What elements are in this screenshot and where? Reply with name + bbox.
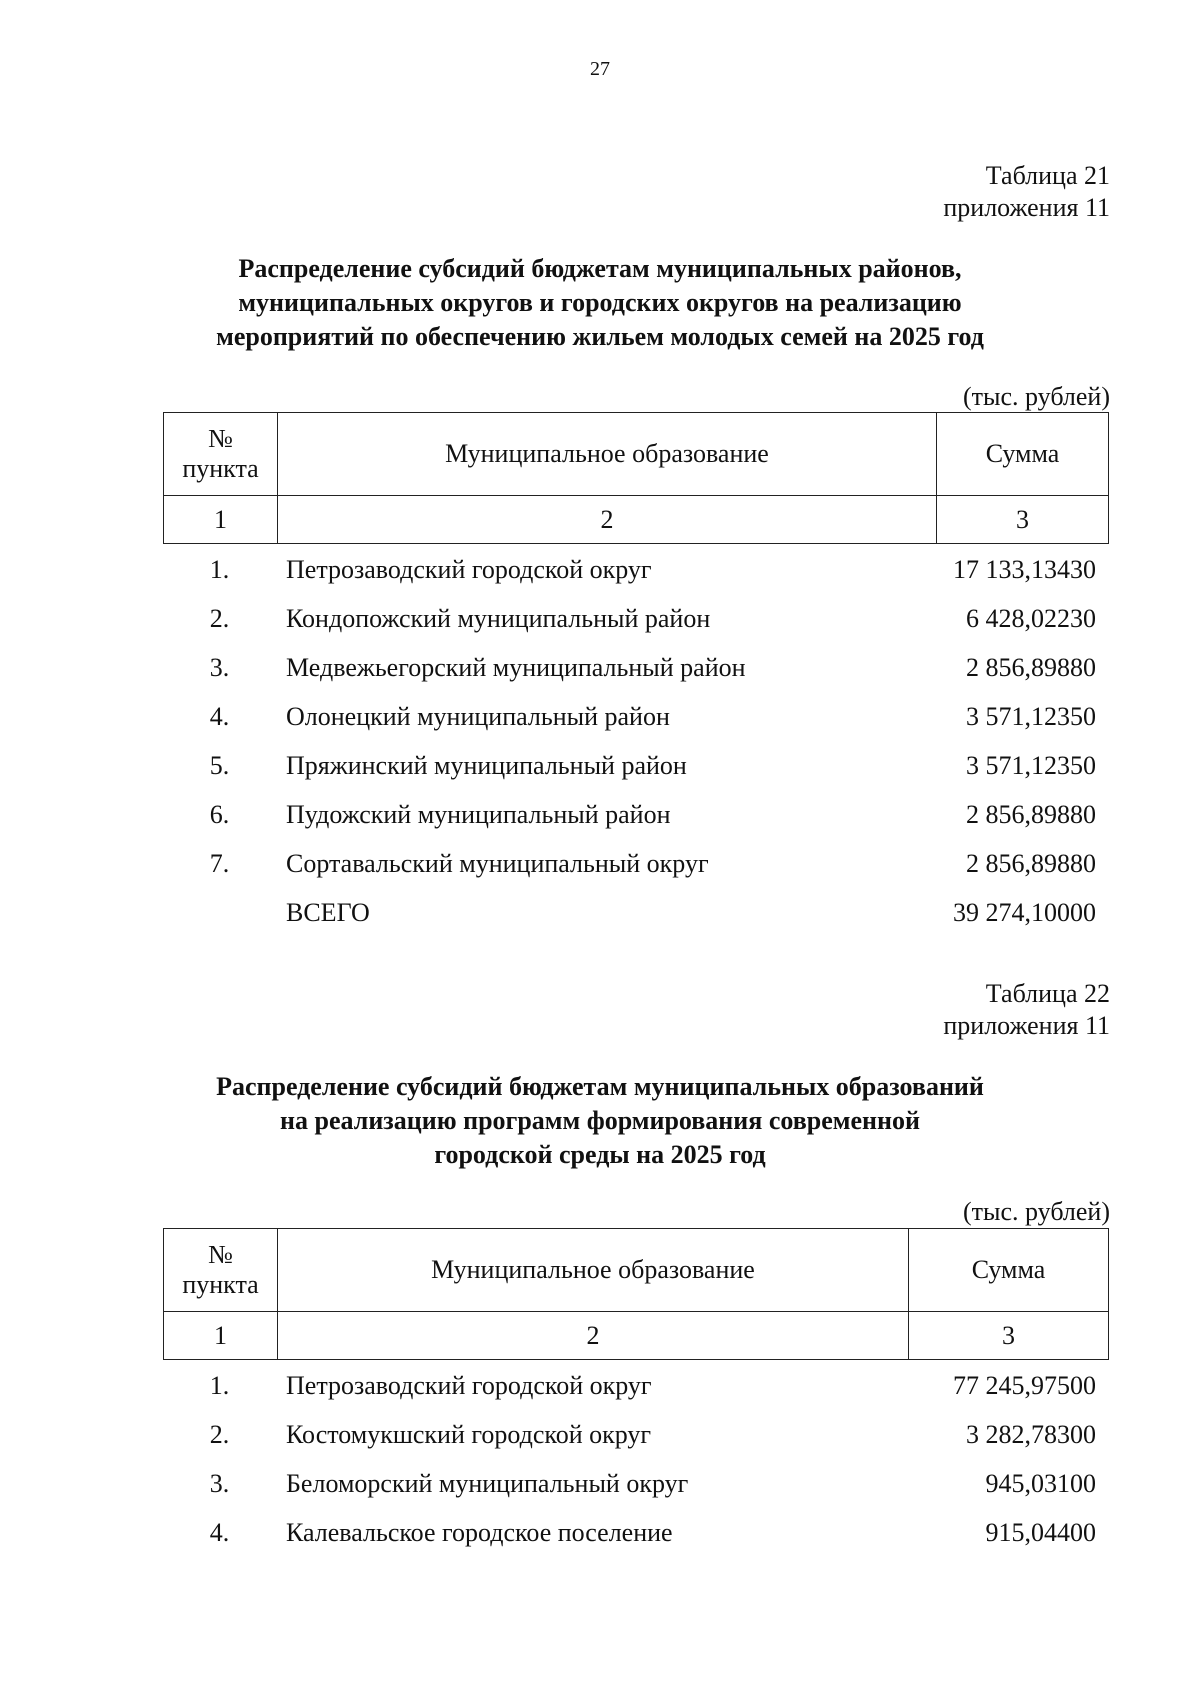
row-sum: 2 856,89880 bbox=[966, 848, 1096, 878]
table21-title-line2: муниципальных округов и городских округов на реализацию bbox=[238, 288, 962, 317]
table21-reference-line2: приложения 11 bbox=[943, 193, 1110, 222]
table-row bbox=[163, 741, 1105, 790]
table21-title bbox=[150, 252, 1050, 354]
row-sum: 3 571,12350 bbox=[966, 750, 1096, 780]
row-sum: 915,04400 bbox=[985, 1517, 1096, 1547]
column-index-2: 2 bbox=[278, 496, 937, 544]
row-entity: Кондопожский муниципальный район bbox=[286, 603, 711, 633]
total-label: ВСЕГО bbox=[286, 897, 370, 927]
row-entity: Беломорский муниципальный округ bbox=[286, 1468, 689, 1498]
column-number-header-line2: пункта bbox=[182, 1270, 259, 1299]
row-entity: Олонецкий муниципальный район bbox=[286, 701, 670, 731]
table-row bbox=[163, 1508, 1105, 1557]
table-row bbox=[163, 1410, 1105, 1459]
table-row bbox=[163, 839, 1105, 888]
page-number: 27 bbox=[590, 58, 610, 80]
table21-reference bbox=[943, 160, 1110, 224]
row-number: 1. bbox=[209, 1370, 230, 1400]
row-entity: Калевальское городское поселение bbox=[286, 1517, 673, 1547]
table22-body bbox=[163, 1361, 1105, 1557]
table22-reference bbox=[943, 978, 1110, 1042]
column-entity-header: Муниципальное образование bbox=[278, 413, 937, 496]
table-row bbox=[163, 1459, 1105, 1508]
table21-title-line3: мероприятий по обеспечению жильем молодых семей на 2025 год bbox=[216, 322, 984, 351]
table-row bbox=[163, 594, 1105, 643]
row-sum: 6 428,02230 bbox=[966, 603, 1096, 633]
row-number: 4. bbox=[209, 701, 230, 731]
row-sum: 3 571,12350 bbox=[966, 701, 1096, 731]
row-number: 6. bbox=[209, 799, 230, 829]
row-entity: Сортавальский муниципальный округ bbox=[286, 848, 709, 878]
row-entity: Пудожский муниципальный район bbox=[286, 799, 671, 829]
row-sum: 945,03100 bbox=[985, 1468, 1096, 1498]
row-sum: 77 245,97500 bbox=[953, 1370, 1096, 1400]
table-row bbox=[163, 1361, 1105, 1410]
row-sum: 3 282,78300 bbox=[966, 1419, 1096, 1449]
table22-header bbox=[163, 1228, 1109, 1360]
row-number: 2. bbox=[209, 603, 230, 633]
column-index-1: 1 bbox=[164, 496, 278, 544]
table22-reference-line2: приложения 11 bbox=[943, 1011, 1110, 1040]
table21-reference-line1: Таблица 21 bbox=[985, 161, 1110, 190]
column-sum-header: Сумма bbox=[937, 413, 1109, 496]
table-row bbox=[163, 545, 1105, 594]
table22-title-line1: Распределение субсидий бюджетам муниципальных образований bbox=[216, 1072, 984, 1101]
column-entity-header: Муниципальное образование bbox=[278, 1229, 909, 1312]
row-number: 7. bbox=[209, 848, 230, 878]
column-number-header-line1: № bbox=[208, 1240, 233, 1269]
row-entity: Петрозаводский городской округ bbox=[286, 1370, 652, 1400]
row-entity: Костомукшский городской округ bbox=[286, 1419, 652, 1449]
column-index-1: 1 bbox=[164, 1312, 278, 1360]
row-sum: 2 856,89880 bbox=[966, 652, 1096, 682]
column-sum-header: Сумма bbox=[909, 1229, 1109, 1312]
column-number-header-line2: пункта bbox=[182, 454, 259, 483]
table22-title bbox=[150, 1070, 1050, 1172]
column-index-2: 2 bbox=[278, 1312, 909, 1360]
row-entity: Медвежьегорский муниципальный район bbox=[286, 652, 746, 682]
row-number: 1. bbox=[209, 554, 230, 584]
column-number-header-line1: № bbox=[208, 424, 233, 453]
table22-units: (тыс. рублей) bbox=[962, 1197, 1110, 1226]
column-index-3: 3 bbox=[909, 1312, 1109, 1360]
row-number: 4. bbox=[209, 1517, 230, 1547]
table21-title-line1: Распределение субсидий бюджетам муниципальных районов, bbox=[238, 254, 962, 283]
row-number bbox=[163, 888, 276, 937]
total-row bbox=[163, 888, 1105, 937]
row-sum: 2 856,89880 bbox=[966, 799, 1096, 829]
table-row bbox=[163, 643, 1105, 692]
table22-title-line3: городской среды на 2025 год bbox=[434, 1140, 766, 1169]
column-index-3: 3 bbox=[937, 496, 1109, 544]
row-number: 2. bbox=[209, 1419, 230, 1449]
table22-reference-line1: Таблица 22 bbox=[985, 979, 1110, 1008]
total-sum: 39 274,10000 bbox=[953, 897, 1096, 927]
table-row bbox=[163, 790, 1105, 839]
row-number: 5. bbox=[209, 750, 230, 780]
row-number: 3. bbox=[209, 652, 230, 682]
column-number-header bbox=[164, 1229, 278, 1312]
row-number: 3. bbox=[209, 1468, 230, 1498]
column-number-header bbox=[164, 413, 278, 496]
row-entity: Пряжинский муниципальный район bbox=[286, 750, 687, 780]
table21-units: (тыс. рублей) bbox=[962, 382, 1110, 411]
table21-header bbox=[163, 412, 1109, 544]
table-row bbox=[163, 692, 1105, 741]
table21-body bbox=[163, 545, 1105, 937]
row-sum: 17 133,13430 bbox=[953, 554, 1096, 584]
table22-title-line2: на реализацию программ формирования современной bbox=[280, 1106, 920, 1135]
row-entity: Петрозаводский городской округ bbox=[286, 554, 652, 584]
